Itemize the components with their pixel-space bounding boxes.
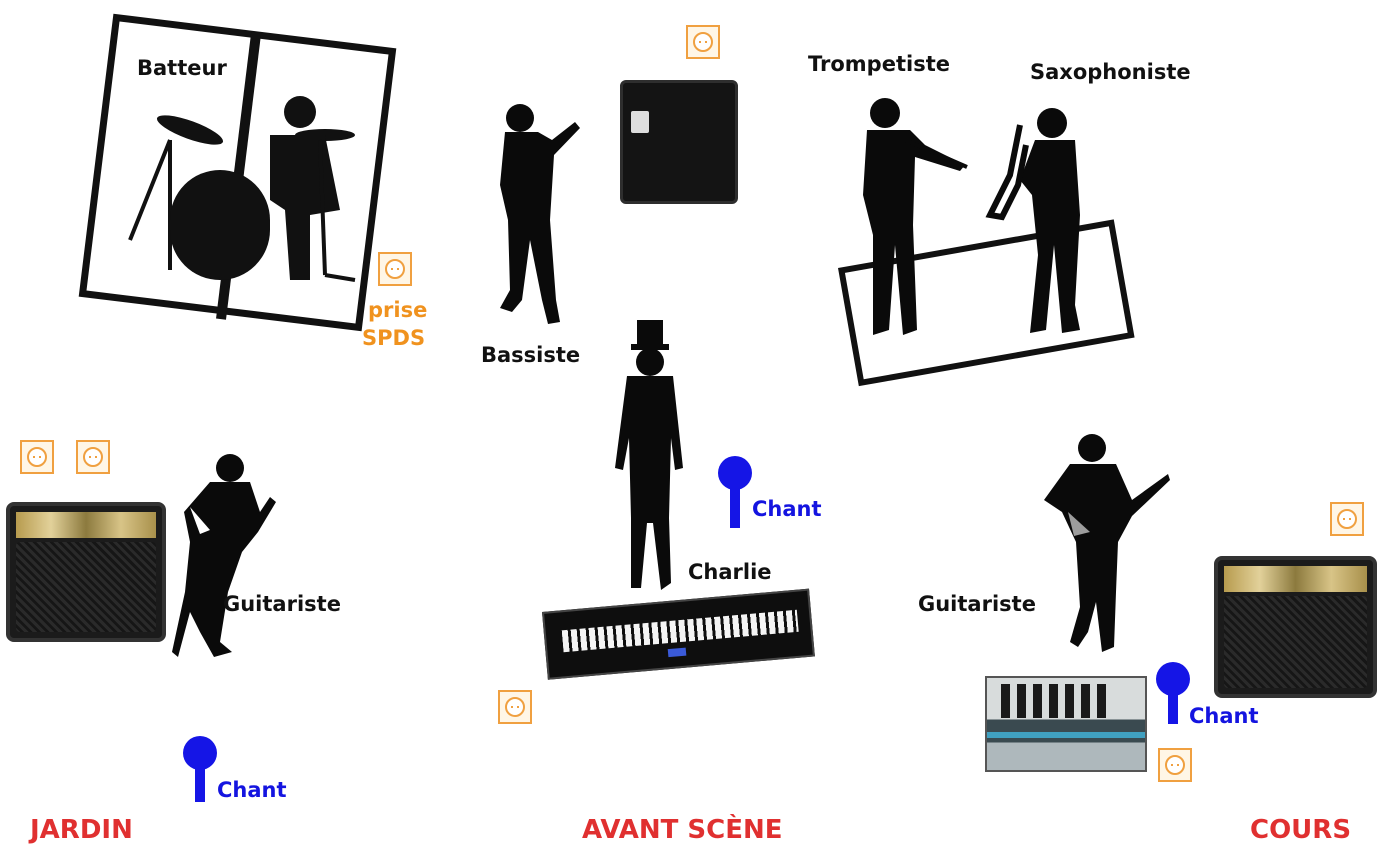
drummer-silhouette	[110, 90, 370, 290]
center-vocal-label: Chant	[752, 497, 822, 521]
outlet-icon	[686, 25, 720, 59]
outlet-icon	[20, 440, 54, 474]
bass-amplifier-icon	[620, 80, 738, 204]
charlie-label: Charlie	[688, 560, 772, 584]
right-guitarist-silhouette	[1040, 432, 1170, 657]
outlet-icon	[1158, 748, 1192, 782]
bassist-silhouette	[490, 100, 590, 330]
outlet-icon	[1330, 502, 1364, 536]
right-guitarist-label: Guitariste	[918, 592, 1036, 616]
right-amplifier-icon	[1214, 556, 1377, 698]
left-guitarist-label: Guitariste	[223, 592, 341, 616]
stage-left-label: JARDIN	[30, 815, 133, 845]
drummer-label: Batteur	[137, 56, 227, 80]
left-vocal-label: Chant	[217, 778, 287, 802]
saxophonist-label: Saxophoniste	[1030, 60, 1191, 84]
left-guitarist-silhouette	[170, 452, 280, 672]
outlet-icon	[76, 440, 110, 474]
stage-right-label: COURS	[1250, 815, 1352, 845]
right-vocal-label: Chant	[1189, 704, 1259, 728]
keyboard-icon	[542, 589, 815, 680]
lead-singer-silhouette	[605, 318, 695, 593]
left-amplifier-icon	[6, 502, 166, 642]
spds-outlet-label-line2: SPDS	[362, 326, 426, 350]
outlet-icon	[498, 690, 532, 724]
spds-outlet-label-line1: prise	[368, 298, 428, 322]
trumpeter-label: Trompetiste	[808, 52, 950, 76]
stage-front-label: AVANT SCÈNE	[582, 815, 783, 845]
pedalboard-icon	[985, 676, 1147, 772]
saxophonist-silhouette	[980, 105, 1090, 335]
trumpeter-silhouette	[855, 95, 975, 345]
outlet-icon	[378, 252, 412, 286]
bassist-label: Bassiste	[481, 343, 581, 367]
